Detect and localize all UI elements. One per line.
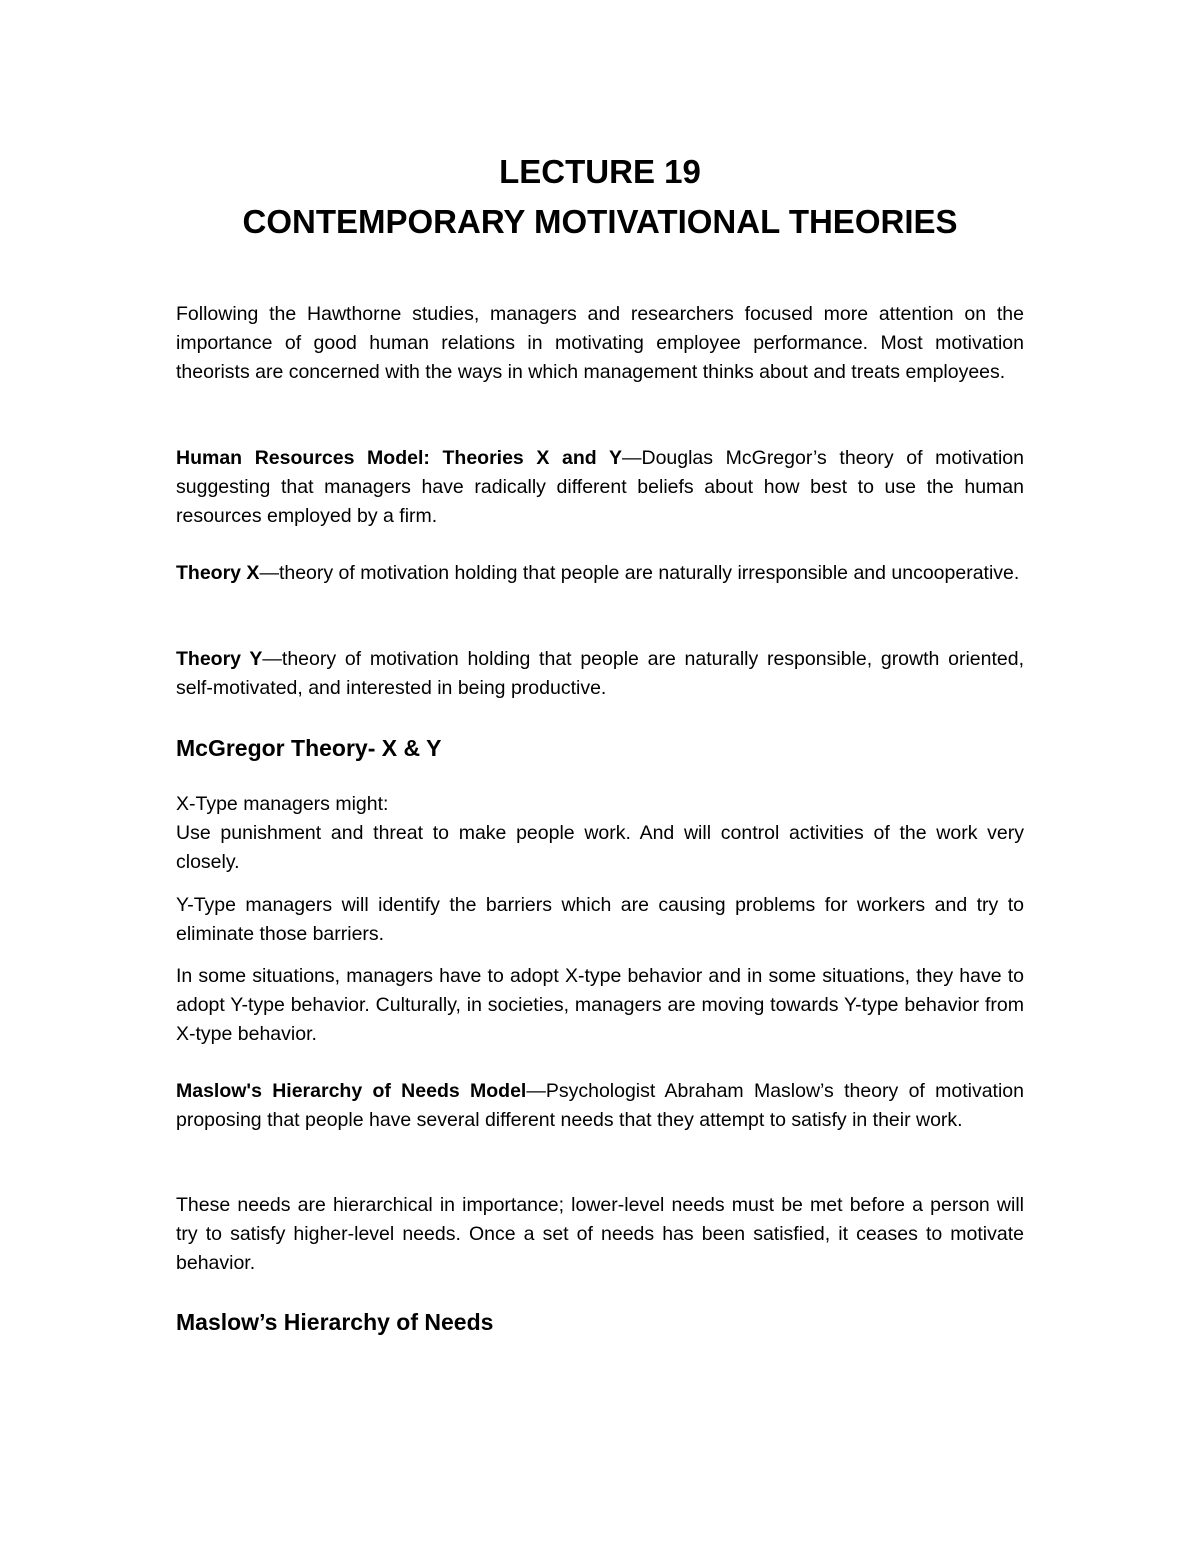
ytype-detail: Y-Type managers will identify the barriers which are causing problems for workers and try to eliminate those barriers. xyxy=(176,894,1024,945)
theory-x-text: —theory of motivation holding that people are naturally irresponsible and uncooperative. xyxy=(259,562,1020,584)
theory-x-term: Theory X xyxy=(176,562,260,584)
maslow-model-text: —Psychologist Abraham Maslow’s theory of motivation proposing that people have several different needs that they attempt to satisfy in their work. xyxy=(176,1080,1025,1131)
needs-paragraph: These needs are hierarchical in importance; lower-level needs must be met before a person will try to satisfy higher-level needs. Once a set of needs has been satisfied, it ceases to motivate behavior. xyxy=(176,1194,1024,1274)
theory-y-text: —theory of motivation holding that people are naturally responsible, growth oriented, self-motivated, and interested in being productive. xyxy=(176,648,1024,699)
lecture-number: LECTURE 19 xyxy=(499,153,701,190)
mcgregor-heading: McGregor Theory- X & Y xyxy=(176,735,442,761)
human-resources-definition xyxy=(176,444,1024,531)
theory-y-term: Theory Y xyxy=(176,648,263,670)
theory-x-definition xyxy=(176,559,1024,588)
maslow-model-definition xyxy=(176,1077,1024,1135)
document-title: CONTEMPORARY MOTIVATIONAL THEORIES xyxy=(242,203,958,240)
situations-paragraph: In some situations, managers have to adopt X-type behavior and in some situations, they have to adopt Y-type behavior. Culturally, in societies, managers are moving towards Y-type behavior from X-type behavior. xyxy=(176,965,1024,1045)
xtype-detail: Use punishment and threat to make people work. And will control activities of the work very closely. xyxy=(176,822,1024,873)
human-resources-term: Human Resources Model: Theories X and Y xyxy=(176,447,622,469)
maslow-model-term: Maslow's Hierarchy of Needs Model xyxy=(176,1080,527,1102)
maslow-heading: Maslow’s Hierarchy of Needs xyxy=(176,1309,494,1335)
xtype-intro: X-Type managers might: xyxy=(176,793,389,815)
theory-y-definition xyxy=(176,645,1024,703)
human-resources-text: —Douglas McGregor’s theory of motivation suggesting that managers have radically different beliefs about how best to use the human resources employed by a firm. xyxy=(176,447,1024,527)
intro-paragraph: Following the Hawthorne studies, managers and researchers focused more attention on the importance of good human relations in motivating employee performance. Most motivation theorists are concerned with the ways in which management thinks about and treats employees. xyxy=(176,303,1024,383)
